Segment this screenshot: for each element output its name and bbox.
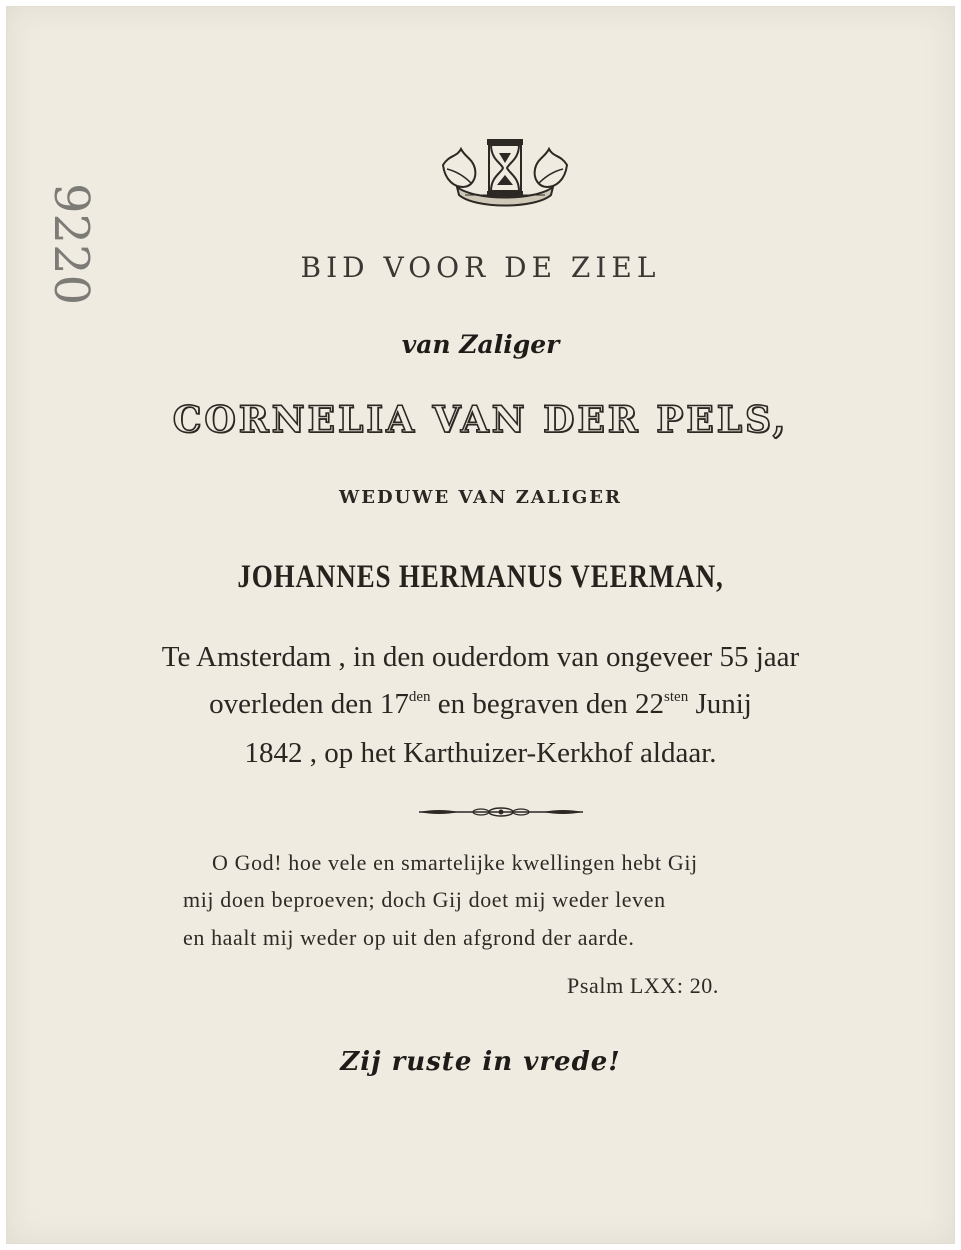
bio-line-2-superscript-2: sten (664, 689, 689, 705)
bio-line-2-superscript-1: den (408, 689, 431, 705)
bio-line-2-part-a: overleden den 17 (209, 688, 409, 720)
bio-line-2-part-b: en begraven den 22 (430, 688, 665, 720)
deceased-name: CORNELIA VAN DER PELS, (172, 399, 789, 441)
handwritten-number-text: 9220 (43, 183, 99, 305)
hourglass-wreath-emblem-icon (435, 135, 575, 213)
memorial-card (6, 6, 955, 1244)
handwritten-inventory-number (35, 175, 101, 305)
verse-line-1: O God! hoe vele en smartelijke kwellingen hebt Gij (212, 850, 698, 875)
psalm-citation: Psalm LXX: 20. (567, 973, 720, 998)
bio-line-1: Te Amsterdam , in den ouderdom van ongeveer 55 jaar (161, 641, 800, 673)
bio-line-2-part-c: Junij (688, 688, 752, 720)
van-zaliger-line: van Zaliger (401, 330, 560, 359)
prayer-heading: BID VOOR DE ZIEL (300, 251, 661, 284)
verse-line-2: mij doen beproeven; doch Gij doet mij weder leven (183, 887, 666, 912)
verse-line-3: en haalt mij weder op uit den afgrond der aarde. (183, 925, 635, 950)
bio-line-2 (7, 688, 954, 721)
spouse-name: JOHANNES HERMANUS VEERMAN, (237, 559, 724, 595)
bio-line-3: 1842 , op het Karthuizer-Kerkhof aldaar. (244, 737, 717, 769)
widow-of-line: WEDUWE VAN ZALIGER (339, 487, 622, 508)
ornamental-divider-icon (419, 802, 583, 822)
closing-blessing: Zij ruste in vrede! (340, 1047, 621, 1077)
